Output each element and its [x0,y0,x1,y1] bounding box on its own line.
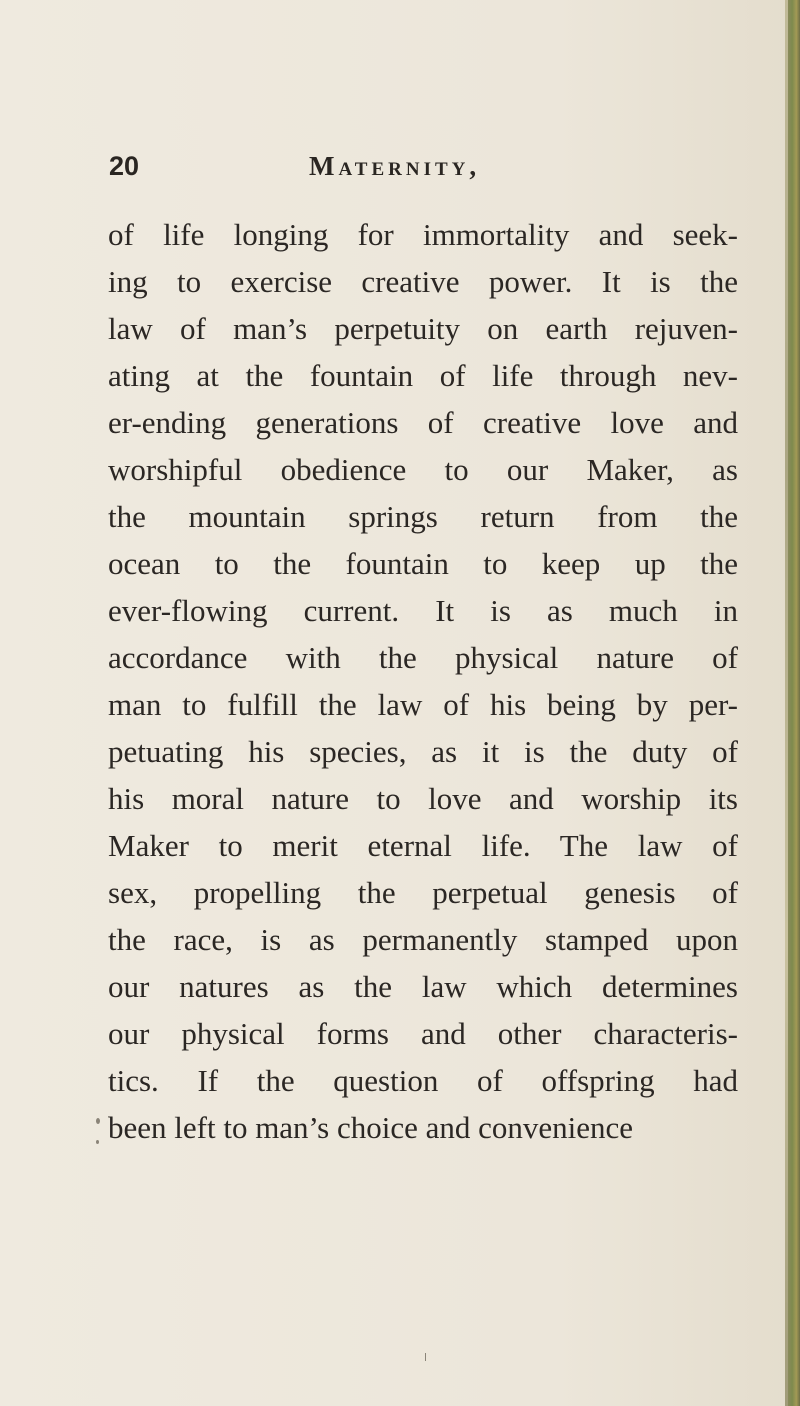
text-line: er-ending generations of creative love and [108,405,738,440]
text-line: of life longing for immortality and seek- [108,217,738,252]
text-line: our physical forms and other characteris- [108,1016,738,1051]
text-line: ing to exercise creative power. It is the [108,264,738,299]
text-line: law of man’s perpetuity on earth rejuven- [108,311,738,346]
text-line: petuating his species, as it is the duty of [108,734,738,769]
text-line: ever-flowing current. It is as much in [108,593,738,628]
body-text [108,211,738,1151]
text-line: the mountain springs return from the [108,499,738,534]
text-line: man to fulfill the law of his being by per- [108,687,738,722]
paper-speck [425,1353,426,1361]
text-line: Maker to merit eternal life. The law of [108,828,738,863]
text-line: ocean to the fountain to keep up the [108,546,738,581]
text-line: his moral nature to love and worship its [108,781,738,816]
text-line: accordance with the physical nature of [108,640,738,675]
text-line: sex, propelling the perpetual genesis of [108,875,738,910]
paper-speck [96,1140,99,1144]
running-head: Maternity, [309,151,481,181]
text-line: worshipful obedience to our Maker, as [108,452,738,487]
book-edge [788,0,800,1406]
text-line: tics. If the question of offspring had [108,1063,738,1098]
page-header [107,146,747,186]
page-number: 20 [109,151,140,181]
text-line: the race, is as permanently stamped upon [108,922,738,957]
text-line: been left to man’s choice and convenience [108,1110,634,1145]
text-line: our natures as the law which determines [108,969,738,1004]
paper-speck [96,1118,100,1124]
text-line: ating at the fountain of life through nev- [108,358,738,393]
